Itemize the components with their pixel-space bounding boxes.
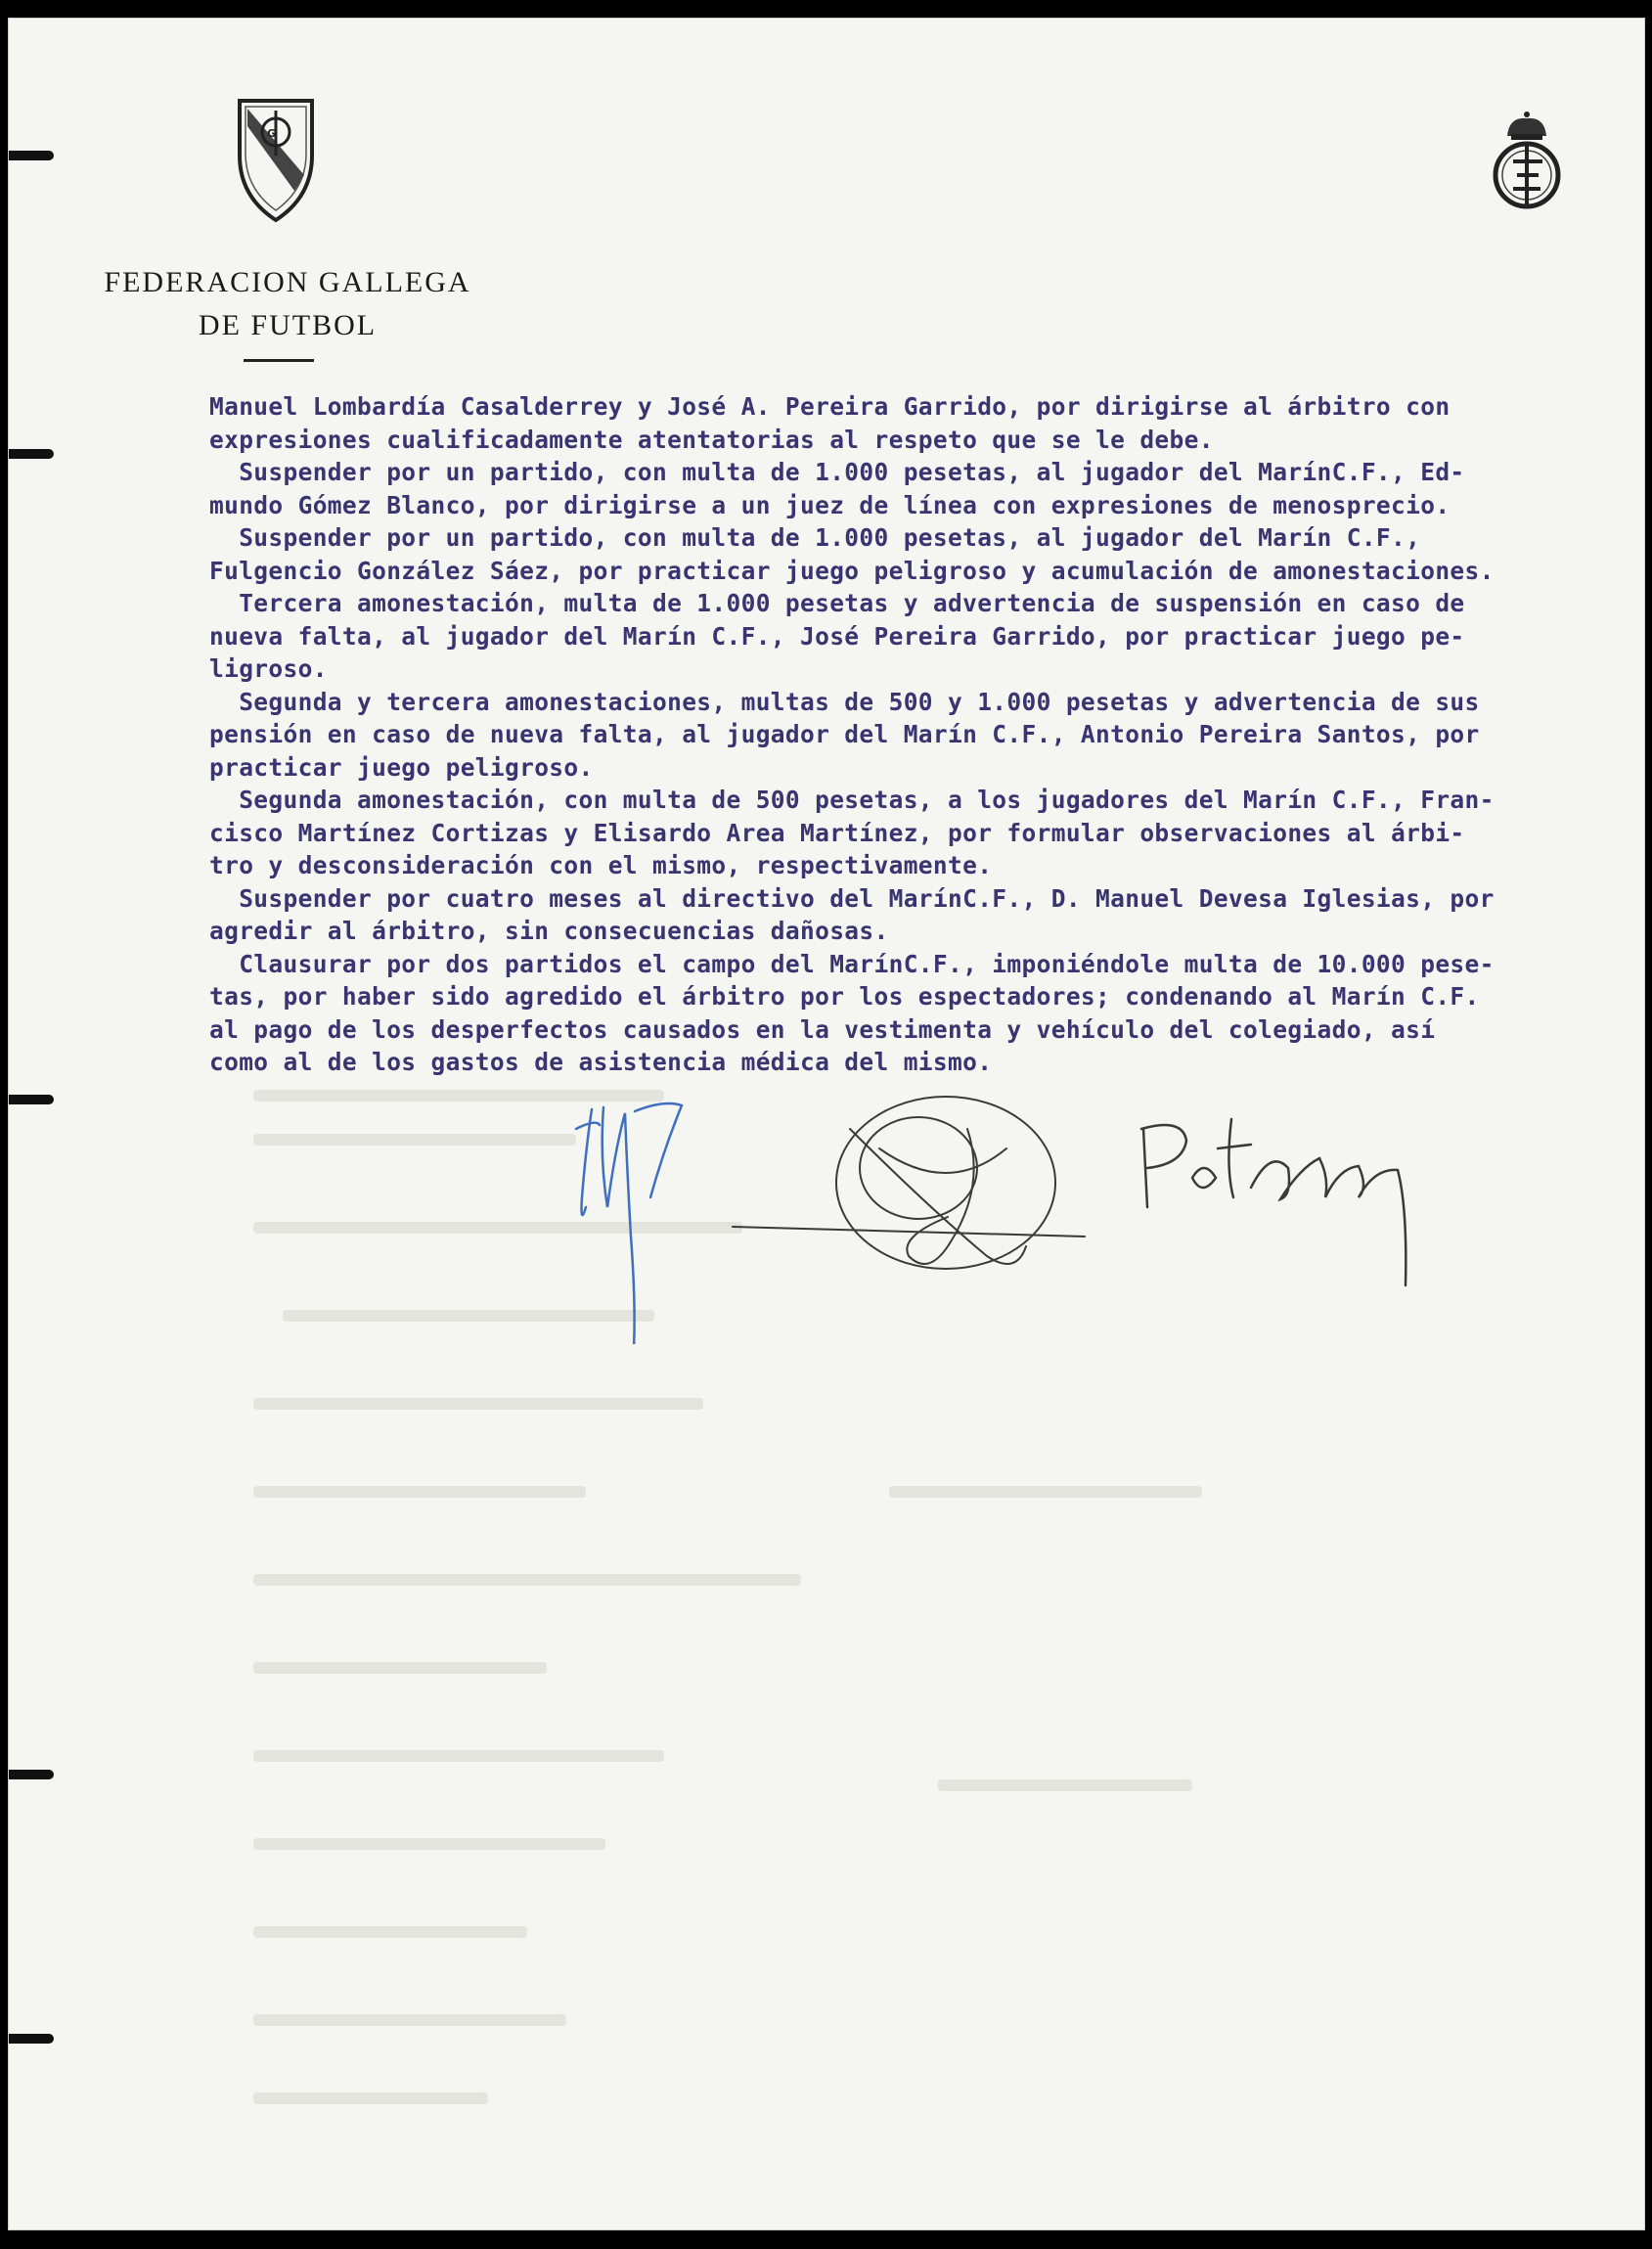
resolution-text [209, 390, 1637, 1079]
binder-hole [9, 2034, 54, 2044]
letterhead-line-2: DE FUTBOL [198, 309, 378, 341]
binder-hole [9, 1095, 54, 1104]
text-line: cisco Martínez Cortizas y Elisardo Area Martínez, por formular observaciones al árbi- [209, 818, 1465, 847]
text-line: ligroso. [209, 654, 328, 683]
text-line: Suspender por un partido, con multa de 1.000 pesetas, al jugador del MarínC.F., Ed- [209, 458, 1465, 486]
text-line: Segunda amonestación, con multa de 500 pesetas, a los jugadores del Marín C.F., Fran- [209, 786, 1495, 814]
signature-blue-ink [576, 1103, 682, 1344]
federation-crest-logo [1488, 109, 1566, 226]
text-line: Segunda y tercera amonestaciones, multas de 500 y 1.000 pesetas y advertencia de sus [209, 687, 1480, 716]
svg-text:G: G [267, 127, 277, 140]
signatures [557, 1090, 1476, 1344]
text-line: Fulgencio González Sáez, por practicar juego peligroso y acumulación de amonestaciones. [209, 556, 1495, 585]
club-shield-logo [234, 97, 318, 224]
text-line: nueva falta, al jugador del Marín C.F., José Pereira Garrido, por practicar juego pe- [209, 621, 1465, 651]
binder-hole [9, 449, 54, 459]
text-line: Clausurar por dos partidos el campo del MarínC.F., imponiéndole multa de 10.000 pese- [209, 949, 1495, 978]
text-line: tas, por haber sido agredido el árbitro por los espectadores; condenando al Marín C.F. [209, 982, 1480, 1011]
text-line: como al de los gastos de asistencia médica del mismo. [209, 1048, 993, 1076]
text-line: al pago de los desperfectos causados en la vestimenta y vehículo del colegiado, así [209, 1014, 1436, 1044]
text-line: Tercera amonestación, multa de 1.000 pesetas y advertencia de suspensión en caso de [209, 589, 1465, 617]
federation-name [87, 261, 488, 347]
signature-black-ink [1141, 1119, 1406, 1285]
text-line: Manuel Lombardía Casalderrey y José A. Pereira Garrido, por dirigirse al árbitro con [209, 392, 1451, 421]
binder-hole [9, 1770, 54, 1779]
text-line: mundo Gómez Blanco, por dirigirse a un juez de línea con expresiones de menosprecio. [209, 490, 1451, 519]
text-line: Suspender por un partido, con multa de 1.000 pesetas, al jugador del Marín C.F., [209, 523, 1421, 552]
text-line: pensión en caso de nueva falta, al jugador del Marín C.F., Antonio Pereira Santos, por [209, 720, 1480, 748]
text-line: expresiones cualificadamente atentatorias al respeto que se le debe. [209, 425, 1214, 454]
document-page [8, 18, 1645, 2230]
text-line: practicar juego peligroso. [209, 752, 594, 782]
signature-round-flourish [733, 1097, 1085, 1269]
text-line: Suspender por cuatro meses al directivo del MarínC.F., D. Manuel Devesa Iglesias, por [209, 883, 1495, 913]
letterhead-line-1: FEDERACION GALLEGA [104, 266, 471, 298]
binder-hole [9, 151, 54, 160]
text-line: tro y desconsideración con el mismo, respectivamente. [209, 851, 993, 879]
letterhead-underline [244, 359, 314, 362]
text-line: agredir al árbitro, sin consecuencias dañosas. [209, 917, 889, 945]
